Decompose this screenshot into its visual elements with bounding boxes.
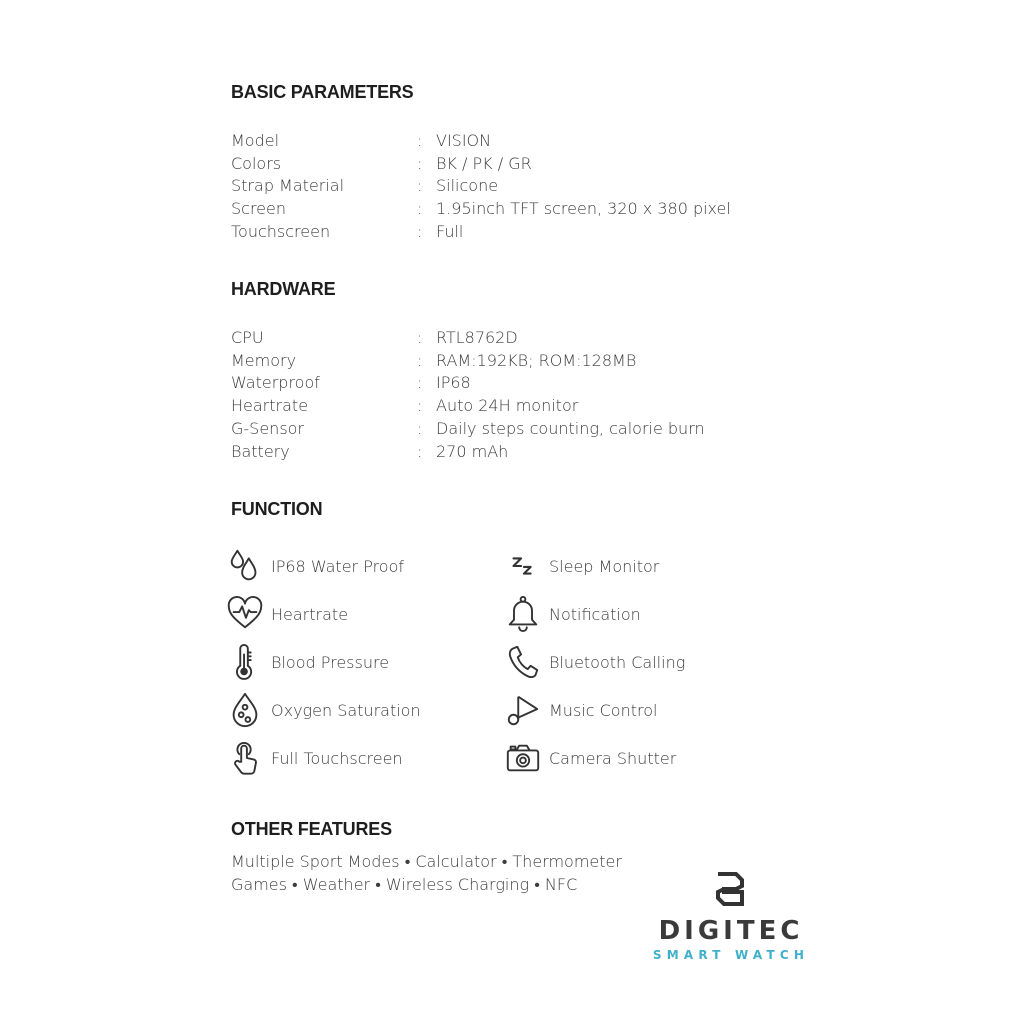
function-item-oxygen-saturation	[225, 690, 421, 730]
function-label: Oxygen Saturation	[271, 700, 421, 720]
logo-wordmark: DIGITEC	[658, 916, 804, 946]
function-item-sleep-monitor	[503, 546, 659, 586]
spec-value: VISION	[436, 130, 492, 150]
spec-row	[231, 152, 791, 175]
function-item-heartrate	[225, 594, 348, 634]
spec-value: BK / PK / GR	[436, 153, 532, 173]
sleep-zz-icon	[503, 546, 543, 586]
function-item-bluetooth-calling	[503, 642, 685, 682]
spec-colon: :	[417, 153, 423, 173]
thermometer-icon	[225, 642, 265, 682]
spec-value: 1.95inch TFT screen, 320 x 380 pixel	[436, 199, 731, 219]
function-label: IP68 Water Proof	[271, 556, 404, 576]
function-heading: FUNCTION	[231, 499, 323, 519]
function-item-notification	[503, 594, 641, 634]
spec-row	[231, 129, 791, 152]
spec-colon: :	[417, 176, 423, 196]
spec-value: Full	[436, 222, 464, 242]
spec-colon: :	[417, 130, 423, 150]
spec-label: Battery	[231, 441, 290, 461]
other-features-line: Games • Weather • Wireless Charging • NFC	[231, 874, 578, 894]
function-label: Full Touchscreen	[271, 748, 403, 768]
bell-icon	[503, 594, 543, 634]
other-features-heading: OTHER FEATURES	[231, 819, 392, 839]
function-label: Heartrate	[271, 604, 349, 624]
water-drops-icon	[225, 546, 265, 586]
function-label: Music Control	[549, 700, 658, 720]
function-label: Notification	[549, 604, 641, 624]
touch-finger-icon	[225, 738, 265, 778]
music-play-icon	[503, 690, 543, 730]
camera-icon	[503, 738, 543, 778]
spec-colon: :	[417, 222, 423, 242]
spec-label: Memory	[231, 350, 297, 370]
function-item-water-proof	[225, 546, 404, 586]
spec-row	[231, 417, 791, 440]
spec-row	[231, 349, 791, 372]
spec-value: IP68	[436, 373, 471, 393]
spec-value: RTL8762D	[436, 327, 518, 347]
spec-row	[231, 175, 791, 198]
spec-value: RAM:192KB; ROM:128MB	[436, 350, 637, 370]
other-features-list	[231, 850, 622, 896]
spec-label: Strap Material	[231, 176, 345, 196]
heart-pulse-icon	[225, 594, 265, 634]
spec-colon: :	[417, 350, 423, 370]
function-label: Bluetooth Calling	[549, 652, 686, 672]
function-label: Sleep Monitor	[549, 556, 660, 576]
hardware-table	[231, 326, 791, 463]
spec-value: 270 mAh	[436, 441, 509, 461]
function-item-full-touchscreen	[225, 738, 403, 778]
spec-row	[231, 197, 791, 220]
spec-row	[231, 394, 791, 417]
spec-colon: :	[417, 327, 423, 347]
spec-value: Auto 24H monitor	[436, 396, 579, 416]
basic-parameters-heading: BASIC PARAMETERS	[231, 82, 414, 102]
spec-value: Daily steps counting, calorie burn	[436, 419, 705, 439]
function-item-blood-pressure	[225, 642, 389, 682]
spec-colon: :	[417, 396, 423, 416]
spec-value: Silicone	[436, 176, 499, 196]
function-label: Blood Pressure	[271, 652, 390, 672]
spec-colon: :	[417, 373, 423, 393]
digitec-logo	[646, 872, 816, 962]
spec-label: Heartrate	[231, 396, 309, 416]
spec-label: Model	[231, 130, 280, 150]
spec-row	[231, 372, 791, 395]
basic-parameters-table	[231, 129, 791, 243]
spec-row	[231, 220, 791, 243]
spec-label: CPU	[231, 327, 264, 347]
spec-label: Colors	[231, 153, 282, 173]
oxygen-drop-icon	[225, 690, 265, 730]
spec-colon: :	[417, 441, 423, 461]
digitec-s-mark-icon	[714, 872, 746, 906]
spec-colon: :	[417, 199, 423, 219]
function-item-music-control	[503, 690, 657, 730]
logo-tagline: SMART WATCH	[652, 948, 810, 962]
spec-label: Screen	[231, 199, 287, 219]
spec-label: Waterproof	[231, 373, 320, 393]
function-item-camera-shutter	[503, 738, 676, 778]
hardware-heading: HARDWARE	[231, 279, 336, 299]
spec-row	[231, 440, 791, 463]
function-label: Camera Shutter	[549, 748, 677, 768]
phone-icon	[503, 642, 543, 682]
spec-label: G-Sensor	[231, 419, 305, 439]
spec-colon: :	[417, 419, 423, 439]
spec-row	[231, 326, 791, 349]
other-features-line: Multiple Sport Modes • Calculator • Thermometer	[231, 851, 622, 871]
spec-label: Touchscreen	[231, 222, 331, 242]
